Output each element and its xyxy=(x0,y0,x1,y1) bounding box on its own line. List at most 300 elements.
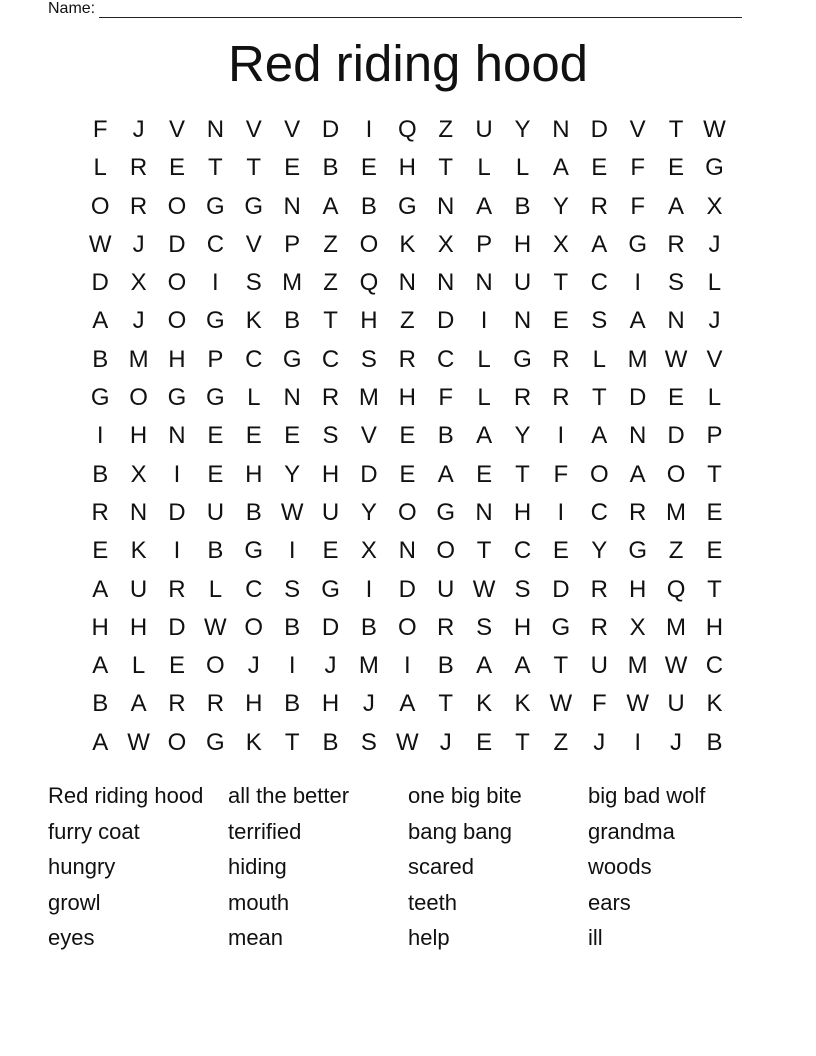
grid-letter[interactable]: E xyxy=(207,460,224,488)
grid-letter[interactable]: K xyxy=(706,690,723,718)
grid-letter[interactable]: U xyxy=(590,652,608,680)
grid-letter[interactable]: B xyxy=(92,345,109,373)
word-list-item: mean xyxy=(228,925,284,951)
grid-letter[interactable]: L xyxy=(515,154,530,182)
grid-letter[interactable]: N xyxy=(206,116,225,143)
word-list-item: help xyxy=(408,925,450,951)
grid-letter[interactable]: B xyxy=(437,652,454,680)
grid-letter[interactable]: B xyxy=(322,154,339,182)
grid-letter[interactable]: R xyxy=(321,384,340,412)
grid-letter[interactable]: H xyxy=(513,230,532,258)
grid-letter[interactable]: D xyxy=(168,613,186,641)
grid-letter[interactable]: G xyxy=(628,230,647,258)
grid-letter[interactable]: B xyxy=(706,728,723,756)
grid-letter[interactable]: I xyxy=(288,537,296,565)
grid-letter[interactable]: R xyxy=(552,384,570,412)
grid-letter[interactable]: Y xyxy=(514,422,531,450)
grid-letter[interactable]: K xyxy=(245,307,262,335)
grid-letter[interactable]: G xyxy=(206,307,225,335)
grid-letter[interactable]: O xyxy=(359,230,379,258)
grid-letter[interactable]: N xyxy=(475,498,493,526)
grid-letter[interactable]: M xyxy=(358,652,379,680)
grid-letter[interactable]: A xyxy=(591,422,608,450)
grid-letter[interactable]: H xyxy=(129,422,148,450)
grid-letter[interactable]: E xyxy=(360,154,377,182)
grid-letter[interactable]: H xyxy=(513,613,532,641)
grid-letter[interactable]: C xyxy=(245,345,263,373)
grid-letter[interactable]: E xyxy=(399,460,416,488)
grid-letter[interactable]: G xyxy=(282,345,302,373)
grid-letter[interactable]: L xyxy=(477,384,491,412)
grid-letter[interactable]: A xyxy=(322,192,339,220)
grid-letter[interactable]: T xyxy=(246,154,262,182)
grid-letter[interactable]: G xyxy=(513,345,532,373)
grid-letter[interactable]: R xyxy=(628,498,647,526)
grid-letter[interactable]: A xyxy=(552,154,569,182)
grid-letter[interactable]: D xyxy=(437,307,455,335)
grid-letter[interactable]: R xyxy=(206,690,225,718)
grid-letter[interactable]: H xyxy=(398,384,416,412)
grid-row xyxy=(81,226,734,264)
grid-letter[interactable]: T xyxy=(208,154,223,182)
grid-letter[interactable]: X xyxy=(552,230,569,258)
grid-letter[interactable]: W xyxy=(395,728,419,756)
grid-letter[interactable]: E xyxy=(168,652,185,680)
grid-letter[interactable]: C xyxy=(321,345,340,373)
grid-letter[interactable]: T xyxy=(438,690,454,718)
grid-letter[interactable]: H xyxy=(705,613,724,641)
grid-letter[interactable]: P xyxy=(284,230,301,258)
grid-letter[interactable]: B xyxy=(514,192,531,220)
grid-letter[interactable]: L xyxy=(707,269,722,297)
grid-letter[interactable]: G xyxy=(321,575,340,603)
grid-letter[interactable]: Q xyxy=(359,269,379,297)
grid-letter[interactable]: G xyxy=(167,384,187,412)
grid-letter[interactable]: R xyxy=(168,575,186,603)
word-list-item: ill xyxy=(588,925,603,951)
grid-letter[interactable]: D xyxy=(321,613,340,641)
grid-letter[interactable]: F xyxy=(553,460,569,488)
grid-letter[interactable]: K xyxy=(399,230,416,258)
grid-letter[interactable]: O xyxy=(167,192,187,220)
grid-letter[interactable]: A xyxy=(92,652,109,680)
grid-letter[interactable]: H xyxy=(398,154,416,182)
grid-letter[interactable]: I xyxy=(96,422,104,450)
grid-letter[interactable]: F xyxy=(630,154,645,182)
grid-letter[interactable]: I xyxy=(480,307,488,335)
grid-letter[interactable]: W xyxy=(664,345,688,373)
grid-letter[interactable]: I xyxy=(403,652,411,680)
grid-letter[interactable]: J xyxy=(132,307,145,335)
grid-letter[interactable]: C xyxy=(590,269,608,297)
grid-letter[interactable]: B xyxy=(207,537,224,565)
grid-letter[interactable]: K xyxy=(245,728,262,756)
grid-letter[interactable]: U xyxy=(206,498,225,526)
grid-letter[interactable]: I xyxy=(173,537,181,565)
grid-letter[interactable]: E xyxy=(284,422,301,450)
grid-letter[interactable]: V xyxy=(360,422,377,450)
grid-letter[interactable]: N xyxy=(552,116,570,143)
grid-letter[interactable]: N xyxy=(283,384,301,412)
grid-letter[interactable]: H xyxy=(360,307,378,335)
grid-letter[interactable]: J xyxy=(670,728,683,756)
grid-letter[interactable]: Q xyxy=(666,575,686,603)
grid-letter[interactable]: A xyxy=(514,652,531,680)
grid-letter[interactable]: R xyxy=(398,345,416,373)
grid-letter[interactable]: J xyxy=(324,652,337,680)
grid-letter[interactable]: L xyxy=(208,575,223,603)
grid-letter[interactable]: F xyxy=(630,192,645,220)
grid-letter[interactable]: E xyxy=(591,154,608,182)
grid-letter[interactable]: C xyxy=(206,230,225,258)
grid-letter[interactable]: O xyxy=(397,613,417,641)
grid-letter[interactable]: Z xyxy=(399,307,415,335)
grid-letter[interactable]: T xyxy=(476,537,492,565)
grid-letter[interactable]: M xyxy=(128,345,149,373)
grid-letter[interactable]: R xyxy=(590,192,608,220)
grid-letter[interactable]: O xyxy=(167,307,187,335)
grid-letter[interactable]: F xyxy=(591,690,607,718)
grid-letter[interactable]: H xyxy=(129,613,148,641)
grid-letter[interactable]: I xyxy=(212,269,219,297)
grid-letter[interactable]: V xyxy=(629,116,646,143)
grid-letter[interactable]: A xyxy=(629,460,646,488)
grid-letter[interactable]: T xyxy=(323,307,338,335)
grid-letter[interactable]: E xyxy=(284,154,301,182)
grid-letter[interactable]: X xyxy=(360,537,377,565)
grid-letter[interactable]: M xyxy=(627,345,648,373)
grid-letter[interactable]: H xyxy=(513,498,532,526)
grid-letter[interactable]: O xyxy=(206,652,225,680)
grid-letter[interactable]: G xyxy=(244,537,264,565)
grid-letter[interactable]: W xyxy=(88,230,112,258)
grid-letter[interactable]: E xyxy=(476,728,493,756)
grid-letter[interactable]: T xyxy=(707,575,722,603)
grid-letter[interactable]: J xyxy=(708,307,721,335)
grid-letter[interactable]: I xyxy=(288,652,296,680)
grid-letter[interactable]: G xyxy=(206,192,225,220)
grid-letter[interactable]: E xyxy=(399,422,416,450)
grid-letter[interactable]: M xyxy=(666,613,687,641)
grid-letter[interactable]: G xyxy=(705,154,724,182)
grid-letter[interactable]: O xyxy=(167,269,187,297)
grid-letter[interactable]: R xyxy=(590,613,608,641)
grid-letter[interactable]: T xyxy=(668,116,684,143)
grid-letter[interactable]: B xyxy=(92,460,109,488)
grid-letter[interactable]: B xyxy=(284,613,301,641)
grid-letter[interactable]: H xyxy=(321,690,340,718)
grid-letter[interactable]: O xyxy=(167,728,187,756)
grid-letter[interactable]: R xyxy=(552,345,570,373)
grid-letter[interactable]: R xyxy=(590,575,608,603)
grid-letter[interactable]: A xyxy=(476,652,493,680)
grid-letter[interactable]: L xyxy=(477,345,491,373)
grid-letter[interactable]: V xyxy=(168,116,185,143)
grid-letter[interactable]: V xyxy=(284,116,301,143)
grid-letter[interactable]: S xyxy=(476,613,493,641)
word-list-item: Red riding hood xyxy=(48,783,204,808)
grid-letter[interactable]: I xyxy=(557,422,565,450)
grid-letter[interactable]: O xyxy=(589,460,609,488)
grid-letter[interactable]: A xyxy=(476,422,493,450)
grid-letter[interactable]: T xyxy=(553,652,569,680)
grid-letter[interactable]: N xyxy=(628,422,647,450)
grid-letter[interactable]: U xyxy=(513,269,532,297)
grid-letter[interactable]: V xyxy=(706,345,723,373)
grid-letter[interactable]: G xyxy=(551,613,571,641)
grid-letter[interactable]: A xyxy=(437,460,454,488)
grid-letter[interactable]: K xyxy=(130,537,147,565)
grid-letter[interactable]: I xyxy=(365,116,373,143)
grid-letter[interactable]: L xyxy=(247,384,261,412)
name-underline[interactable] xyxy=(99,2,742,18)
grid-letter[interactable]: D xyxy=(360,460,378,488)
grid-letter[interactable]: G xyxy=(206,728,225,756)
grid-letter[interactable]: E xyxy=(706,537,723,565)
grid-letter[interactable]: E xyxy=(245,422,262,450)
grid-letter[interactable]: E xyxy=(322,537,339,565)
grid-letter[interactable]: D xyxy=(628,384,647,412)
grid-letter[interactable]: N xyxy=(398,537,416,565)
grid-letter[interactable]: O xyxy=(129,384,148,412)
grid-letter[interactable]: G xyxy=(436,498,456,526)
grid-letter[interactable]: E xyxy=(668,384,685,412)
grid-letter[interactable]: F xyxy=(438,384,454,412)
grid-letter[interactable]: D xyxy=(667,422,685,450)
grid-letter[interactable]: T xyxy=(515,728,530,756)
grid-letter[interactable]: T xyxy=(707,460,722,488)
grid-letter[interactable]: A xyxy=(92,307,109,335)
grid-letter[interactable]: R xyxy=(168,690,186,718)
grid-letter[interactable]: J xyxy=(247,652,260,680)
grid-letter[interactable]: E xyxy=(706,498,723,526)
grid-letter[interactable]: J xyxy=(593,728,606,756)
grid-letter[interactable]: J xyxy=(132,230,145,258)
grid-letter[interactable]: I xyxy=(173,460,181,488)
grid-letter[interactable]: D xyxy=(398,575,416,603)
grid-letter[interactable]: A xyxy=(92,575,109,603)
grid-letter[interactable]: S xyxy=(284,575,301,603)
grid-letter[interactable]: A xyxy=(130,690,147,718)
grid-letter[interactable]: R xyxy=(513,384,532,412)
grid-letter[interactable]: H xyxy=(245,460,263,488)
grid-letter[interactable]: I xyxy=(634,269,641,297)
grid-letter[interactable]: E xyxy=(168,154,185,182)
grid-letter[interactable]: E xyxy=(476,460,493,488)
grid-letter[interactable]: C xyxy=(245,575,263,603)
grid-letter[interactable]: Z xyxy=(553,728,569,756)
grid-letter[interactable]: N xyxy=(283,192,301,220)
grid-letter[interactable]: Y xyxy=(514,116,531,143)
grid-letter[interactable]: R xyxy=(129,154,148,182)
grid-letter[interactable]: J xyxy=(708,230,721,258)
grid-letter[interactable]: N xyxy=(475,269,493,297)
grid-letter[interactable]: M xyxy=(358,384,379,412)
grid-letter[interactable]: Z xyxy=(323,269,338,297)
grid-letter[interactable]: K xyxy=(514,690,531,718)
grid-letter[interactable]: Z xyxy=(438,116,454,143)
grid-letter[interactable]: R xyxy=(667,230,685,258)
grid-letter[interactable]: S xyxy=(322,422,339,450)
grid-letter[interactable]: N xyxy=(437,269,455,297)
grid-letter[interactable]: A xyxy=(476,192,493,220)
grid-row xyxy=(81,532,734,570)
grid-letter[interactable]: N xyxy=(129,498,148,526)
grid-letter[interactable]: B xyxy=(245,498,262,526)
grid-letter[interactable]: O xyxy=(666,460,686,488)
grid-letter[interactable]: B xyxy=(437,422,454,450)
grid-letter[interactable]: H xyxy=(91,613,109,641)
grid-letter[interactable]: J xyxy=(362,690,375,718)
grid-letter[interactable]: B xyxy=(360,613,377,641)
grid-letter[interactable]: U xyxy=(667,690,685,718)
grid-letter[interactable]: M xyxy=(282,269,303,297)
grid-row xyxy=(81,379,734,417)
word-list-item: grandma xyxy=(588,818,675,844)
grid-letter[interactable]: C xyxy=(437,345,455,373)
grid-letter[interactable]: A xyxy=(591,230,608,258)
grid-letter[interactable]: W xyxy=(664,652,688,680)
grid-letter[interactable]: T xyxy=(591,384,607,412)
grid-letter[interactable]: T xyxy=(438,154,454,182)
grid-letter[interactable]: T xyxy=(515,460,530,488)
grid-letter[interactable]: H xyxy=(628,575,647,603)
grid-letter[interactable]: G xyxy=(628,537,647,565)
grid-letter[interactable]: U xyxy=(129,575,148,603)
grid-letter[interactable]: Y xyxy=(360,498,377,526)
grid-letter[interactable]: Z xyxy=(323,230,338,258)
grid-letter[interactable]: X xyxy=(706,192,723,220)
grid-letter[interactable]: P xyxy=(706,422,723,450)
grid-letter[interactable]: X xyxy=(130,460,147,488)
grid-letter[interactable]: W xyxy=(280,498,304,526)
grid-letter[interactable]: R xyxy=(91,498,109,526)
grid-letter[interactable]: Q xyxy=(397,116,417,143)
grid-letter[interactable]: E xyxy=(92,537,109,565)
grid-letter[interactable]: Y xyxy=(284,460,301,488)
grid-letter[interactable]: D xyxy=(552,575,570,603)
grid-letter[interactable]: C xyxy=(513,537,532,565)
grid-letter[interactable]: P xyxy=(476,230,493,258)
grid-letter[interactable]: B xyxy=(322,728,339,756)
grid-letter[interactable]: U xyxy=(475,116,493,143)
grid-letter[interactable]: A xyxy=(668,192,685,220)
grid-letter[interactable]: X xyxy=(437,230,454,258)
grid-letter[interactable]: D xyxy=(168,498,186,526)
grid-letter[interactable]: D xyxy=(590,116,608,143)
grid-letter[interactable]: G xyxy=(244,192,264,220)
grid-letter[interactable]: O xyxy=(397,498,417,526)
grid-letter[interactable]: S xyxy=(668,269,685,297)
grid-letter[interactable]: N xyxy=(437,192,455,220)
grid-letter[interactable]: B xyxy=(284,307,301,335)
grid-letter[interactable]: N xyxy=(168,422,186,450)
grid-letter[interactable]: R xyxy=(129,192,148,220)
grid-letter[interactable]: Y xyxy=(591,537,608,565)
grid-letter[interactable]: L xyxy=(477,154,491,182)
grid-letter[interactable]: W xyxy=(549,690,573,718)
grid-letter[interactable]: K xyxy=(476,690,493,718)
grid-letter[interactable]: N xyxy=(667,307,685,335)
grid-letter[interactable]: M xyxy=(666,498,687,526)
grid-letter[interactable]: X xyxy=(130,269,147,297)
grid-letter[interactable]: D xyxy=(91,269,109,297)
grid-letter[interactable]: H xyxy=(321,460,340,488)
grid-letter[interactable]: Z xyxy=(668,537,684,565)
grid-letter[interactable]: T xyxy=(553,269,569,297)
name-field[interactable] xyxy=(48,0,742,18)
grid-letter[interactable]: S xyxy=(360,728,377,756)
grid-letter[interactable]: E xyxy=(552,307,569,335)
grid-letter[interactable]: I xyxy=(634,728,641,756)
grid-letter[interactable]: G xyxy=(206,384,225,412)
grid-letter[interactable]: A xyxy=(399,690,416,718)
grid-letter[interactable]: H xyxy=(168,345,186,373)
grid-letter[interactable]: T xyxy=(284,728,300,756)
grid-letter[interactable]: G xyxy=(397,192,417,220)
grid-letter[interactable]: M xyxy=(627,652,648,680)
grid-letter[interactable]: W xyxy=(703,116,726,143)
grid-letter[interactable]: L xyxy=(592,345,606,373)
grid-letter[interactable]: S xyxy=(360,345,377,373)
grid-letter[interactable]: N xyxy=(513,307,532,335)
grid-letter[interactable]: R xyxy=(437,613,455,641)
grid-letter[interactable]: Y xyxy=(552,192,569,220)
grid-letter[interactable]: B xyxy=(92,690,109,718)
grid-letter[interactable]: V xyxy=(245,230,262,258)
grid-letter[interactable]: W xyxy=(626,690,649,718)
grid-letter[interactable]: U xyxy=(437,575,455,603)
grid-letter[interactable]: D xyxy=(168,230,186,258)
grid-letter[interactable]: I xyxy=(365,575,373,603)
grid-letter[interactable]: V xyxy=(245,116,262,143)
grid-letter[interactable]: L xyxy=(93,154,107,182)
grid-letter[interactable]: W xyxy=(204,613,227,641)
grid-letter[interactable]: B xyxy=(284,690,301,718)
grid-letter[interactable]: A xyxy=(629,307,646,335)
grid-letter[interactable]: N xyxy=(398,269,416,297)
grid-letter[interactable]: O xyxy=(244,613,264,641)
grid-letter[interactable]: E xyxy=(207,422,224,450)
grid-letter[interactable]: J xyxy=(439,728,452,756)
grid-letter[interactable]: U xyxy=(321,498,340,526)
grid-letter[interactable]: W xyxy=(472,575,496,603)
grid-letter[interactable]: D xyxy=(321,116,340,143)
grid-letter[interactable]: E xyxy=(552,537,569,565)
grid-letter[interactable]: C xyxy=(705,652,724,680)
grid-letter[interactable]: X xyxy=(629,613,646,641)
grid-letter[interactable]: I xyxy=(557,498,565,526)
grid-letter[interactable]: O xyxy=(90,192,110,220)
grid-letter[interactable]: P xyxy=(207,345,224,373)
grid-letter[interactable]: B xyxy=(360,192,377,220)
grid-letter[interactable]: H xyxy=(245,690,263,718)
grid-letter[interactable]: A xyxy=(92,728,109,756)
grid-letter[interactable]: E xyxy=(668,154,685,182)
grid-letter[interactable]: O xyxy=(436,537,456,565)
grid-letter[interactable]: C xyxy=(590,498,608,526)
grid-letter[interactable]: L xyxy=(707,384,722,412)
grid-letter[interactable]: W xyxy=(127,728,150,756)
grid-letter[interactable]: F xyxy=(92,116,108,143)
grid-letter[interactable]: G xyxy=(90,384,110,412)
grid-letter[interactable]: L xyxy=(131,652,146,680)
grid-row xyxy=(81,149,734,187)
grid-letter[interactable]: S xyxy=(245,269,262,297)
grid-letter[interactable]: J xyxy=(132,116,145,143)
grid-letter[interactable]: S xyxy=(514,575,531,603)
grid-letter[interactable]: S xyxy=(591,307,608,335)
